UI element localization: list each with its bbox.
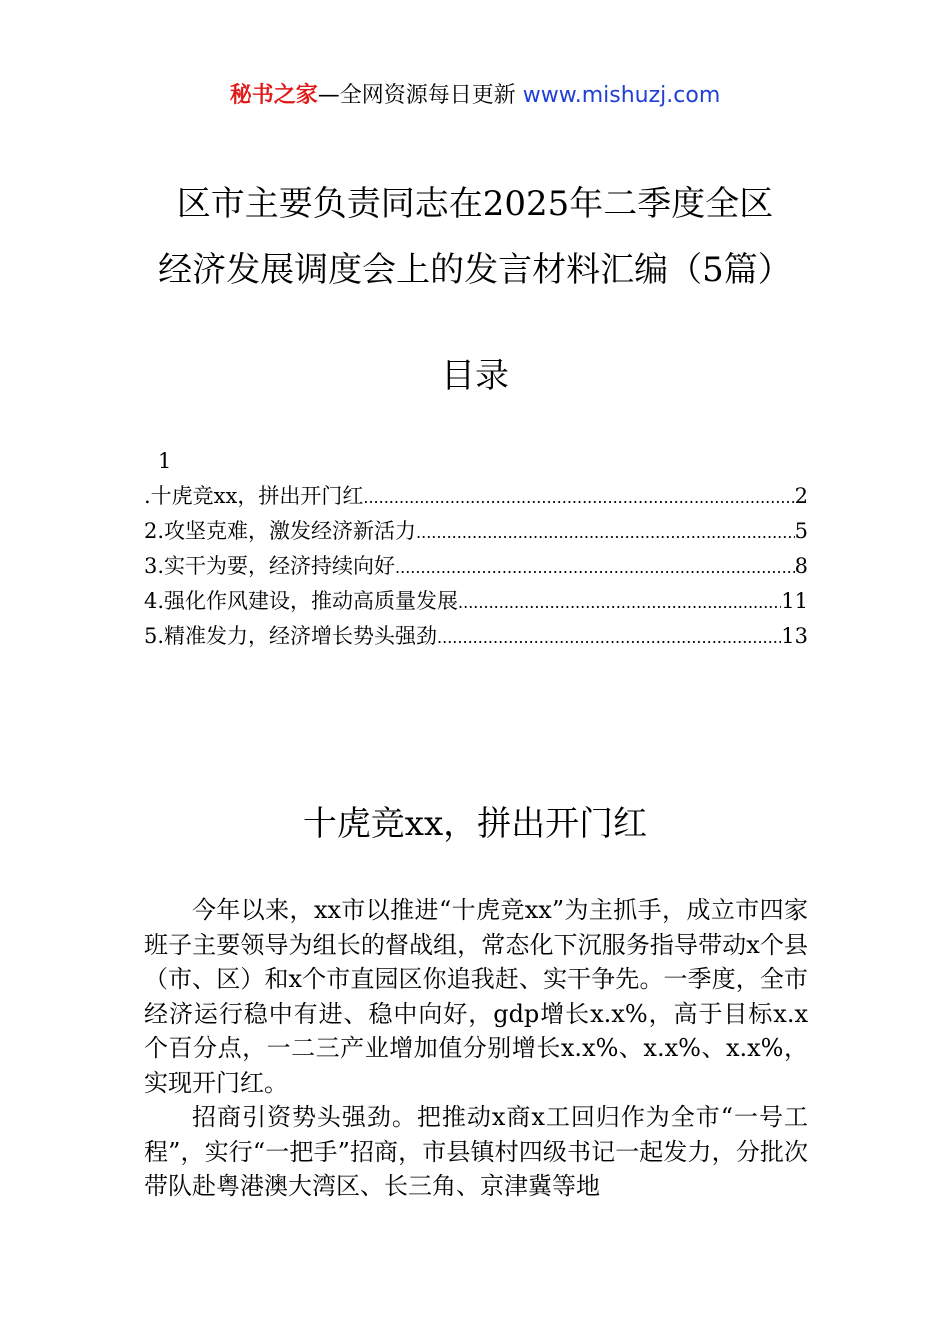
toc-stray-number: 1 [158, 449, 172, 473]
toc-item[interactable] [144, 551, 808, 586]
toc-dot-leader [416, 518, 795, 548]
body-paragraph: 今年以来，xx市以推进“十虎竞xx”为主抓手，成立市四家班子主要领导为组长的督战组，常态化下沉服务指导带动x个县（市、区）和x个市直园区你追我赶、实干争先。一季度，全市经济运行稳中有进、稳中向好，gdp增长x.x%，高于目标x.x个百分点，一二三产业增加值分别增长x.x%、x.x%、x.x%，实现开门红。 [144, 896, 808, 1097]
toc-item-label: 5.精准发力，经济增长势头强劲 [144, 624, 438, 648]
brand-name: 秘书之家 [229, 83, 318, 108]
section-body [144, 893, 808, 1204]
toc-heading: 目录 [441, 356, 509, 396]
toc-dot-leader [458, 588, 781, 618]
toc-item-label: 4.强化作风建设，推动高质量发展 [144, 589, 459, 613]
toc-item-label: 3.实干为要，经济持续向好 [144, 554, 396, 578]
toc-list [144, 481, 808, 656]
toc-dot-leader [395, 553, 795, 583]
toc-item-page: 2 [794, 484, 808, 508]
document-title-line-1: 区市主要负责同志在2025年二季度全区 [176, 184, 774, 224]
site-header [0, 80, 950, 112]
toc-item-label: 2.攻坚克难，激发经济新活力 [144, 519, 417, 543]
toc-item-page: 5 [794, 519, 808, 543]
toc-item[interactable] [144, 481, 808, 516]
toc-item-page: 13 [781, 624, 808, 648]
toc-item-label: .十虎竞xx，拼出开门红 [144, 484, 364, 508]
toc-item-page: 8 [794, 554, 808, 578]
site-url-link[interactable]: www.mishuzj.com [522, 83, 721, 108]
toc-item-page: 11 [781, 589, 808, 613]
toc-dot-leader [437, 623, 781, 653]
toc-item[interactable] [144, 621, 808, 656]
toc-item[interactable] [144, 516, 808, 551]
header-slogan: —全网资源每日更新 [317, 83, 523, 108]
section-title: 十虎竞xx，拼出开门红 [302, 804, 648, 844]
body-paragraph: 招商引资势头强劲。把推动x商x工回归作为全市“一号工程”，实行“一把手”招商，市县镇村四级书记一起发力，分批次带队赴粤港澳大湾区、长三角、京津冀等地 [144, 1103, 808, 1200]
toc-dot-leader [363, 483, 794, 513]
toc-item[interactable] [144, 586, 808, 621]
document-title-line-2: 经济发展调度会上的发言材料汇编（5篇） [158, 250, 792, 290]
